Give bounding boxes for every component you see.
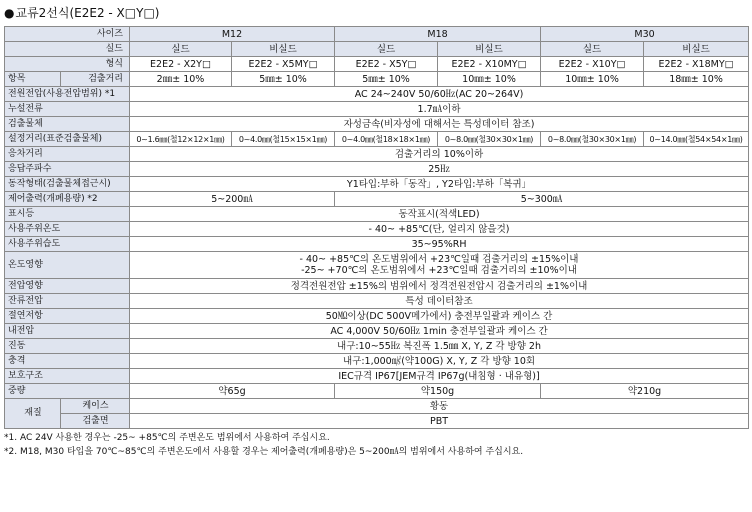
setdist-cell: 0~4.0㎜(철18×18×1㎜)	[335, 132, 438, 147]
setdist-label: 설정거리(표준검출물체)	[5, 132, 130, 147]
voltage-value: AC 24~240V 50/60㎐(AC 20~264V)	[130, 87, 749, 102]
humid-value: 35~95%RH	[130, 237, 749, 252]
table-row	[5, 237, 749, 252]
table-row	[5, 162, 749, 177]
protection-label: 보호구조	[5, 369, 130, 384]
target-value: 자성금속(비자성에 대해서는 특성데이터 참조)	[130, 117, 749, 132]
table-row	[5, 192, 749, 207]
setdist-cell: 0~14.0㎜(철54×54×1㎜)	[644, 132, 749, 147]
model-cell: E2E2 - X10Y□	[541, 57, 644, 72]
withstand-label: 내전압	[5, 324, 130, 339]
face-value: PBT	[130, 414, 749, 429]
setdist-cell: 0~4.0㎜(철15×15×1㎜)	[232, 132, 335, 147]
distance-cell: 18㎜± 10%	[644, 72, 749, 87]
hyst-value: 검출거리의 10%이하	[130, 147, 749, 162]
item-label: 항목	[5, 72, 61, 87]
distance-label: 검출거리	[61, 72, 130, 87]
size-label: 사이즈	[5, 27, 130, 42]
leak-value: 1.7㎃이하	[130, 102, 749, 117]
table-row	[5, 384, 749, 399]
temp-value: - 40~ +85℃(단, 얼리지 않을것)	[130, 222, 749, 237]
shock-value: 내구:1,000㎨(약100G) X, Y, Z 각 방향 10회	[130, 354, 749, 369]
freq-value: 25㎐	[130, 162, 749, 177]
table-row	[5, 294, 749, 309]
control-m12: 5~200㎃	[130, 192, 335, 207]
table-row	[5, 87, 749, 102]
distance-cell: 5㎜± 10%	[335, 72, 438, 87]
shield-cell: 비실드	[644, 42, 749, 57]
title-text: 교류2선식(E2E2 - X□Y□)	[15, 6, 160, 20]
table-row	[5, 399, 749, 414]
size-m30: M30	[541, 27, 749, 42]
setdist-cell: 0~8.0㎜(철30×30×1㎜)	[438, 132, 541, 147]
table-row	[5, 309, 749, 324]
volteffect-value: 정격전원전압 ±15%의 범위에서 정격전원전압시 검출거리의 ±1%이내	[130, 279, 749, 294]
temp-label: 사용주위온도	[5, 222, 130, 237]
weight-label: 중량	[5, 384, 130, 399]
footnote-2: *2. M18, M30 타입을 70℃~85℃의 주변온도에서 사용할 경우는 제어출력(개폐용량)은 5~200㎃의 범위에서 사용하여 주십시요.	[4, 447, 524, 457]
protection-value: IEC규격 IP67[JEM규격 IP67g(내침형 · 내유형)]	[130, 369, 749, 384]
residual-value: 특성 데이터참조	[130, 294, 749, 309]
table-row	[5, 57, 749, 72]
model-label: 형식	[5, 57, 130, 72]
table-row	[5, 72, 749, 87]
humid-label: 사용주위습도	[5, 237, 130, 252]
weight-m18: 약150g	[335, 384, 541, 399]
shield-cell: 실드	[335, 42, 438, 57]
model-cell: E2E2 - X10MY□	[438, 57, 541, 72]
distance-cell: 10㎜± 10%	[438, 72, 541, 87]
distance-cell: 10㎜± 10%	[541, 72, 644, 87]
table-row	[5, 102, 749, 117]
page-title	[4, 4, 159, 22]
table-row	[5, 252, 749, 279]
footnote-1: *1. AC 24V 사용한 경우는 -25~ +85℃의 주변온도 범위에서 사용하여 주십시요.	[4, 433, 330, 443]
model-cell: E2E2 - X5MY□	[232, 57, 335, 72]
case-value: 황동	[130, 399, 749, 414]
residual-label: 잔류전압	[5, 294, 130, 309]
material-label: 재질	[5, 399, 61, 429]
control-m18-m30: 5~300㎃	[335, 192, 749, 207]
table-row	[5, 324, 749, 339]
shield-cell: 실드	[130, 42, 232, 57]
withstand-value: AC 4,000V 50/60㎐ 1min 충전부일괄과 케이스 간	[130, 324, 749, 339]
table-row	[5, 414, 749, 429]
shield-cell: 비실드	[438, 42, 541, 57]
setdist-cell: 0~1.6㎜(철12×12×1㎜)	[130, 132, 232, 147]
model-cell: E2E2 - X5Y□	[335, 57, 438, 72]
control-label: 제어출력(개폐용량) *2	[5, 192, 130, 207]
insulation-label: 절연저항	[5, 309, 130, 324]
table-row	[5, 279, 749, 294]
tempeffect-label: 온도영향	[5, 252, 130, 279]
model-cell: E2E2 - X18MY□	[644, 57, 749, 72]
table-row	[5, 222, 749, 237]
mode-value: Y1타입:부하「동작」, Y2타입:부하「복귀」	[130, 177, 749, 192]
shield-cell: 실드	[541, 42, 644, 57]
indicator-label: 표시등	[5, 207, 130, 222]
leak-label: 누설전류	[5, 102, 130, 117]
weight-m30: 약210g	[541, 384, 749, 399]
model-cell: E2E2 - X2Y□	[130, 57, 232, 72]
table-row	[5, 369, 749, 384]
table-row	[5, 177, 749, 192]
size-m12: M12	[130, 27, 335, 42]
indicator-value: 동작표시(적색LED)	[130, 207, 749, 222]
table-row	[5, 354, 749, 369]
volteffect-label: 전압영향	[5, 279, 130, 294]
size-m18: M18	[335, 27, 541, 42]
table-row	[5, 207, 749, 222]
table-row	[5, 339, 749, 354]
insulation-value: 50㏁이상(DC 500V메가에서) 충전부일괄과 케이스 간	[130, 309, 749, 324]
voltage-label: 전원전압(사용전압범위) *1	[5, 87, 130, 102]
weight-m12: 약65g	[130, 384, 335, 399]
shield-cell: 비실드	[232, 42, 335, 57]
tempeffect-line: -25~ +70℃의 온도범위에서 +23℃일때 검출거리의 ±10%이내	[301, 265, 577, 276]
face-label: 검출면	[61, 414, 130, 429]
shield-label: 실드	[5, 42, 130, 57]
spec-table	[4, 26, 749, 429]
distance-cell: 5㎜± 10%	[232, 72, 335, 87]
setdist-cell: 0~8.0㎜(철30×30×1㎜)	[541, 132, 644, 147]
table-row	[5, 42, 749, 57]
freq-label: 응답주파수	[5, 162, 130, 177]
vibration-label: 진동	[5, 339, 130, 354]
table-row	[5, 147, 749, 162]
table-row	[5, 27, 749, 42]
tempeffect-line: - 40~ +85℃의 온도범위에서 +23℃일때 검출거리의 ±15%이내	[299, 254, 579, 265]
table-row	[5, 117, 749, 132]
bullet-icon: ●	[4, 6, 15, 20]
case-label: 케이스	[61, 399, 130, 414]
target-label: 검출물체	[5, 117, 130, 132]
shock-label: 충격	[5, 354, 130, 369]
vibration-value: 내구:10~55㎐ 복진폭 1.5㎜ X, Y, Z 각 방향 2h	[130, 339, 749, 354]
tempeffect-value	[130, 252, 749, 279]
table-row	[5, 132, 749, 147]
distance-cell: 2㎜± 10%	[130, 72, 232, 87]
hyst-label: 응차거리	[5, 147, 130, 162]
mode-label: 동작형태(검출물체접근시)	[5, 177, 130, 192]
